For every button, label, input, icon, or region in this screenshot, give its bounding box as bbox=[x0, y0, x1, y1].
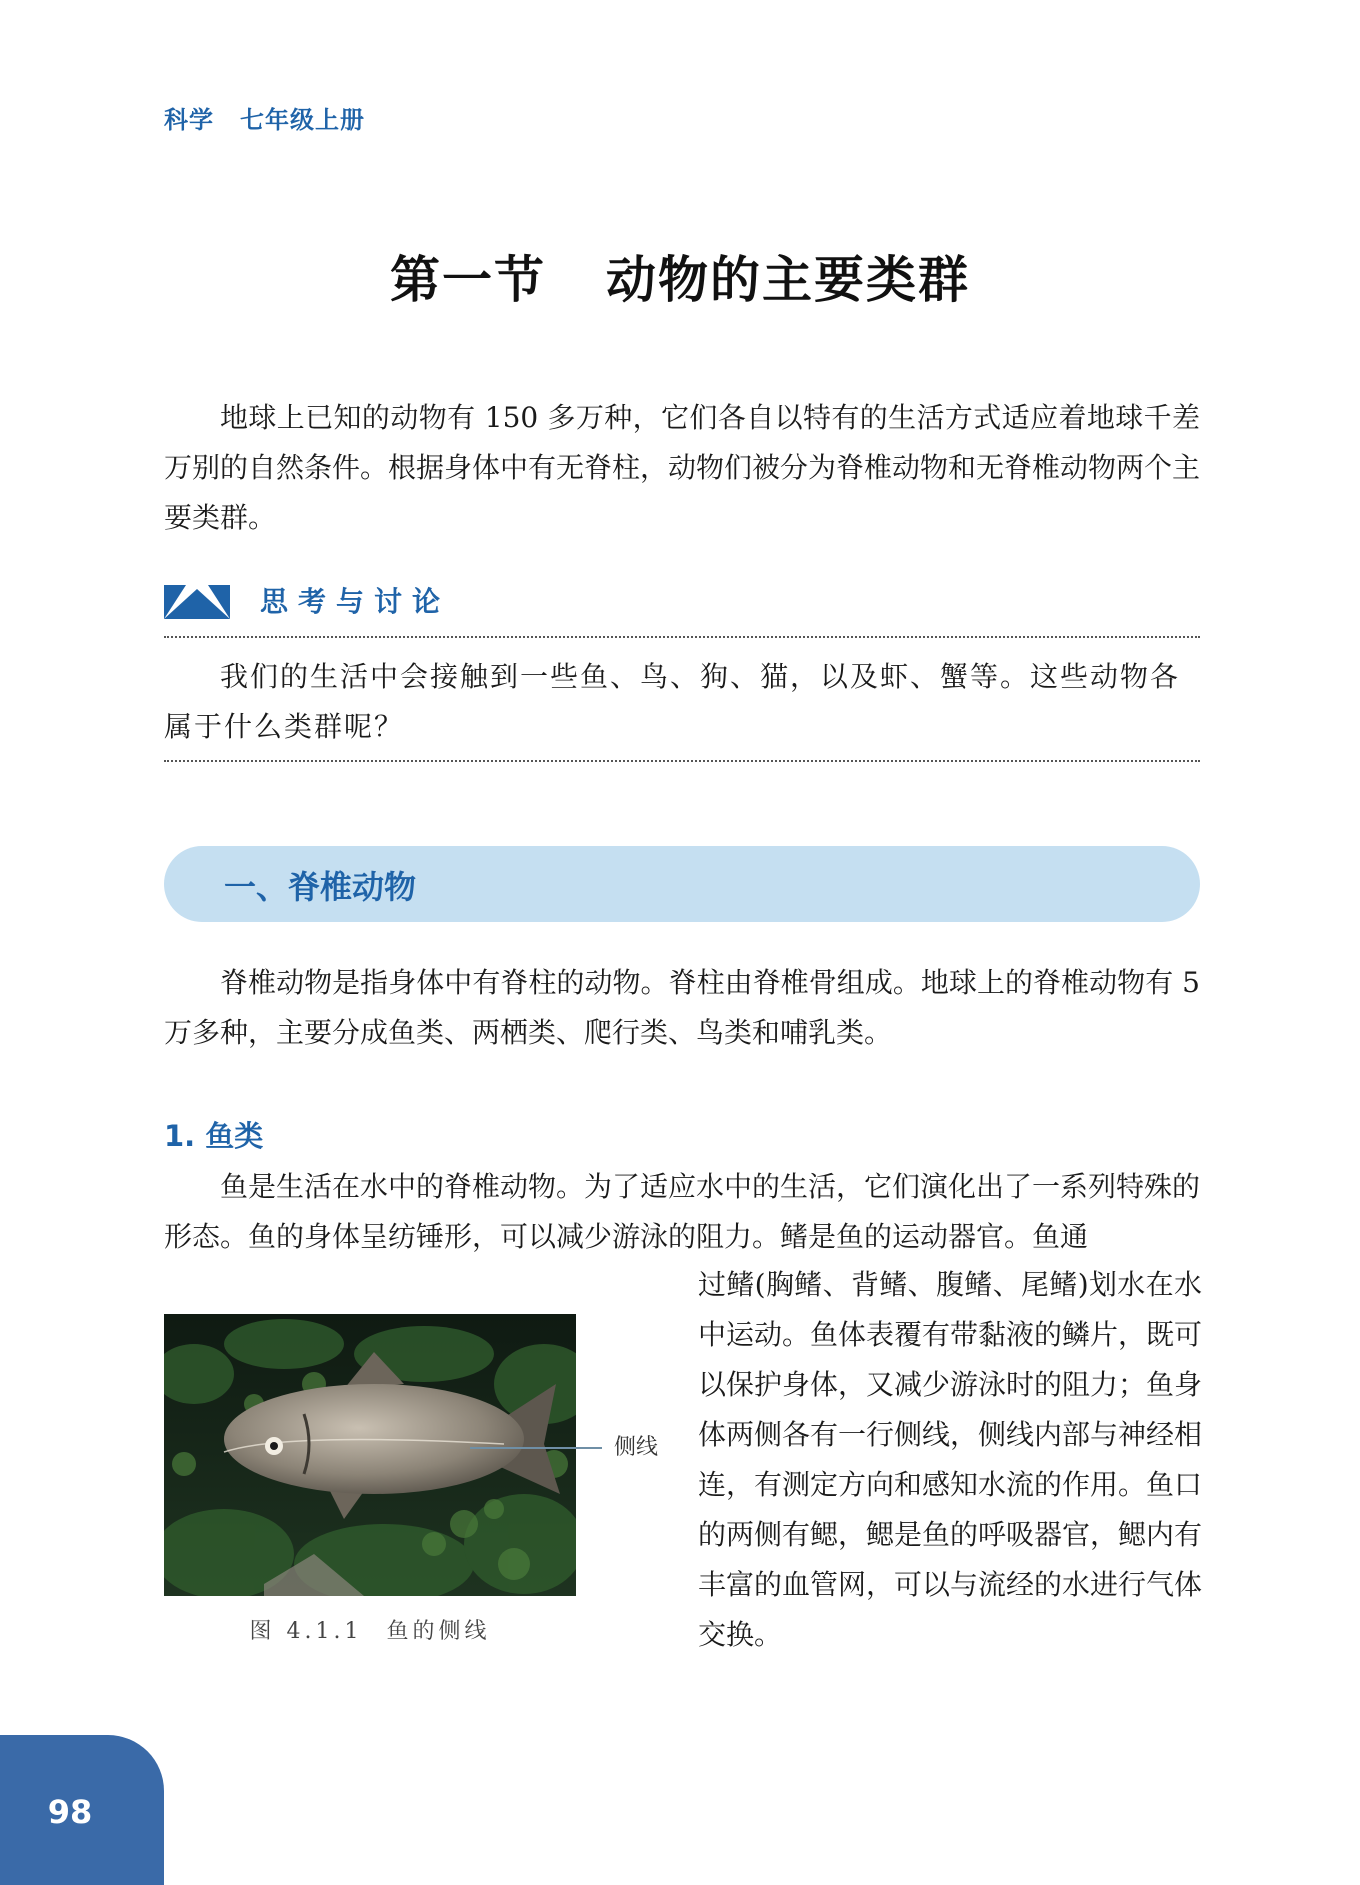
discussion-heading: 思考与讨论 bbox=[260, 585, 451, 618]
vertebrate-paragraph: 脊椎动物是指身体中有脊柱的动物。脊柱由脊椎骨组成。地球上的脊椎动物有 5 万多种，主要分成鱼类、两栖类、爬行类、鸟类和哺乳类。 bbox=[164, 966, 1200, 1049]
page-number: 98 bbox=[47, 1793, 93, 1831]
title-section-number: 第一节 bbox=[390, 251, 546, 309]
section-heading-bar bbox=[164, 846, 1200, 922]
page-title bbox=[0, 240, 1360, 312]
fish-illustration bbox=[164, 1314, 576, 1596]
figure-caption-text: 鱼的侧线 bbox=[386, 1619, 491, 1644]
divider-dotted-top bbox=[164, 636, 1200, 638]
intro-paragraph: 地球上已知的动物有 150 多万种，它们各自以特有的生活方式适应着地球千差万别的自然条件。根据身体中有无脊柱，动物们被分为脊椎动物和无脊椎动物两个主要类群。 bbox=[164, 401, 1201, 534]
fish-subheading: 1. 鱼类 bbox=[164, 1119, 264, 1153]
figure-caption bbox=[164, 1614, 576, 1645]
divider-dotted-bottom bbox=[164, 760, 1200, 762]
fish-paragraph-full: 鱼是生活在水中的脊椎动物。为了适应水中的生活，它们演化出了一系列特殊的形态。鱼的身体呈纺锤形，可以减少游泳的阻力。鳍是鱼的运动器官。鱼通 bbox=[164, 1170, 1201, 1253]
figure-number: 图 4.1.1 bbox=[249, 1619, 363, 1644]
fish-photo bbox=[164, 1314, 576, 1596]
running-header bbox=[164, 100, 365, 135]
lateral-line-callout-line bbox=[470, 1447, 602, 1449]
discussion-marker-icon bbox=[164, 585, 230, 619]
section-heading: 一、脊椎动物 bbox=[224, 868, 417, 906]
fish-paragraph-side: 过鳍(胸鳍、背鳍、腹鳍、尾鳍)划水在水中运动。鱼体表覆有带黏液的鳞片，既可以保护身体，又减少游泳时的阻力；鱼身体两侧各有一行侧线，侧线内部与神经相连，有测定方向和感知水流的作用。鱼口的两侧有鳃，鳃是鱼的呼吸器官，鳃内有丰富的血管网，可以与流经的水进行气体交换。 bbox=[698, 1268, 1203, 1651]
lateral-line-callout-label: 侧线 bbox=[614, 1435, 659, 1460]
title-name: 动物的主要类群 bbox=[606, 251, 970, 309]
header-grade: 七年级上册 bbox=[240, 106, 365, 134]
page-number-tab bbox=[0, 1735, 164, 1885]
header-subject: 科学 bbox=[164, 106, 214, 134]
discussion-text: 我们的生活中会接触到一些鱼、鸟、狗、猫，以及虾、蟹等。这些动物各属于什么类群呢？ bbox=[164, 660, 1181, 743]
